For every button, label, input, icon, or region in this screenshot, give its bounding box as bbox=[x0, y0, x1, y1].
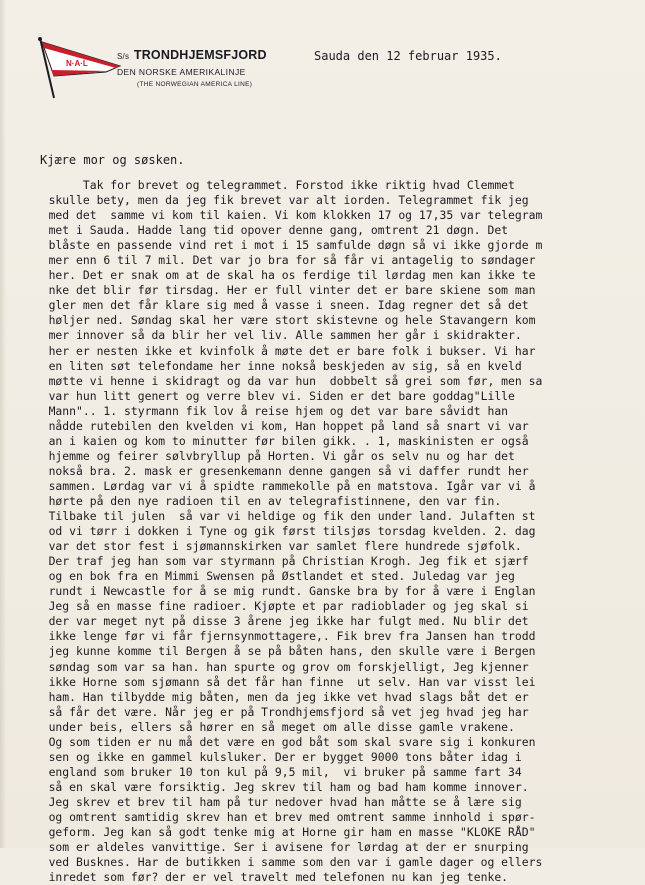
company-name: DEN NORSKE AMERIKALINJE bbox=[117, 67, 246, 77]
body-line: var hun litt genert og verre blev vi. Siden er det bare goddag"Lille bbox=[28, 388, 515, 403]
body-line: met i Sauda. Hadde lang tid opover denne gang, omtrent 21 døgn. Det bbox=[28, 223, 509, 238]
body-line: mer innover så da blir her vel liv. Alle sammen her går i skidrakter. bbox=[28, 328, 522, 343]
body-line: ved Busknes. Har de butikken i samme som den var i gamle dager og ellers bbox=[28, 855, 543, 870]
body-line: der var meget nyt på disse 3 årene jeg ikke har fulgt med. Nu blir det bbox=[28, 614, 529, 629]
body-line: skulle bety, men da jeg fik brevet var alt iorden. Telegrammet fik jeg bbox=[28, 193, 529, 208]
body-line: mer enn 6 til 7 mil. Det var jo bra for så får vi antagelig to søndager bbox=[28, 253, 536, 268]
body-line: od vi tørr i dokken i Tyne og gik først tilsjøs torsdag kvelden. 2. dag bbox=[28, 524, 536, 539]
body-line: ikke Horne som sjømann så det får han finne ut selv. Han var visst lei bbox=[28, 674, 536, 689]
body-line: blåste en passende vind ret i mot i 15 samfulde døgn så vi ikke gjorde m bbox=[28, 238, 543, 253]
body-line: sammen. Lørdag var vi å spidte rammekolle på en matstova. Igår var vi å bbox=[28, 478, 536, 493]
ship-prefix: S/s bbox=[117, 52, 130, 61]
body-line: en liten søt telefondame her inne nokså beskjeden av sig, så en kveld bbox=[28, 358, 522, 373]
body-line: nke det blir før tirsdag. Her er full vinter det er bare skiene som man bbox=[28, 283, 536, 298]
body-line: søndag som var sa han. han spurte og grov om forskjelligt, Jeg kjenner bbox=[28, 659, 529, 674]
body-line: Jeg så en masse fine radioer. Kjøpte et par radioblader og jeg skal si bbox=[28, 599, 529, 614]
body-line: så får det være. Når jeg er på Trondhjemsfjord så vet jeg hvad jeg har bbox=[28, 704, 529, 719]
body-line: hørte på den nye radioen til en av telegrafistinnene, den var fin. bbox=[28, 493, 502, 508]
body-line: Tilbake til julen så var vi heldige og fik den under land. Julaften st bbox=[28, 509, 536, 524]
body-line: Jeg skrev et brev til ham på tur nedover hvad han måtte se å lære sig bbox=[28, 794, 522, 809]
body-line: an i kaien og kom to minutter før bilen gikk. . 1, maskinisten er også bbox=[28, 433, 529, 448]
body-line: england som bruker 10 ton kul på 9,5 mil, vi bruker på samme fart 34 bbox=[28, 764, 522, 779]
body-line: her er nesten ikke et kvinfolk å møte det er bare folk i bukser. Vi har bbox=[28, 343, 536, 358]
body-line: rundt i Newcastle for å se mig rundt. Ganske bra by for å være i Englan bbox=[28, 584, 536, 599]
body-line: hjemme og feirer sølvbryllup på Horten. Vi går os selv nu og har det bbox=[28, 448, 515, 463]
body-line: var det stor fest i sjømannskirken var samlet flere hundrede sjøfolk. bbox=[28, 539, 522, 554]
body-line: Der traf jeg han som var styrmann på Christian Krogh. Jeg fik et sjærf bbox=[28, 554, 529, 569]
body-line: inredet som før? der er vel travelt med telefonen nu kan jeg tenke. bbox=[28, 870, 509, 885]
body-line: gler men det får klare sig med å vasse i sneen. Idag regner det så det bbox=[28, 298, 529, 313]
letter-body bbox=[28, 178, 638, 885]
body-line: og en bok fra en Mimmi Swensen på Østlandet et sted. Juledag var jeg bbox=[28, 569, 515, 584]
body-line: Tak for brevet og telegrammet. Forstod ikke riktig hvad Clemmet bbox=[28, 178, 515, 192]
body-line: som er aldeles vanvittige. Ser i avisene for lørdag at der er snurping bbox=[28, 840, 529, 855]
body-line: jeg kunne komme til Bergen å se på båten hans, den skulle være i Bergen bbox=[28, 644, 536, 659]
paper-edge-shadow bbox=[0, 0, 6, 848]
greeting: Kjære mor og søsken. bbox=[40, 153, 185, 167]
body-line: møtte vi henne i skidragt og da var hun dobbelt så grei som før, men sa bbox=[28, 373, 543, 388]
body-line: sen og ikke en gammel kulsluker. Der er bygget 9000 tons båter idag i bbox=[28, 749, 522, 764]
flag-text: N·A·L bbox=[66, 59, 88, 68]
ship-name bbox=[117, 48, 267, 62]
body-line: ham. Han tilbydde mig båten, men da jeg ikke vet hvad slags båt det er bbox=[28, 689, 529, 704]
place-date: Sauda den 12 februar 1935. bbox=[314, 49, 502, 63]
body-line: og omtrent samtidig skrev han et brev med omtrent samme innhold i spør- bbox=[28, 809, 536, 824]
body-line: nådde rutebilen den kvelden vi kom, Han hoppet på land så snart vi var bbox=[28, 418, 529, 433]
body-line: her. Det er snak om at de skal ha os ferdige til lørdag men kan ikke te bbox=[28, 268, 536, 283]
body-line: høljer ned. Søndag skal her være stort skistevne og hele Stavangern kom bbox=[28, 313, 536, 328]
company-name-en: (THE NORWEGIAN AMERICA LINE) bbox=[137, 81, 253, 88]
body-line: under beis, ellers så hører en så meget om alle disse gamle vrakene. bbox=[28, 719, 515, 734]
body-line: nokså bra. 2. mask er gresenkemann denne gangen så vi daffer rundt her bbox=[28, 463, 529, 478]
body-line: så en skal være forsiktig. Jeg skrev til ham og bad ham komme innover. bbox=[28, 779, 529, 794]
ship-name-text: TRONDHJEMSFJORD bbox=[133, 48, 267, 62]
body-line: Og som tiden er nu må det være en god båt som skal svare sig i konkuren bbox=[28, 734, 536, 749]
nal-flag-logo bbox=[36, 36, 126, 100]
body-line: Mann".. 1. styrmann fik lov å reise hjem og det var bare såvidt han bbox=[28, 403, 509, 418]
body-line: ikke lenge før vi får fjernsynmottagere,. Fik brev fra Jansen han trodd bbox=[28, 629, 536, 644]
body-line: geform. Jeg kan så godt tenke mig at Horne gir ham en masse "KLOKE RÅD" bbox=[28, 825, 536, 840]
body-line: med det samme vi kom til kaien. Vi kom klokken 17 og 17,35 var telegram bbox=[28, 208, 543, 223]
